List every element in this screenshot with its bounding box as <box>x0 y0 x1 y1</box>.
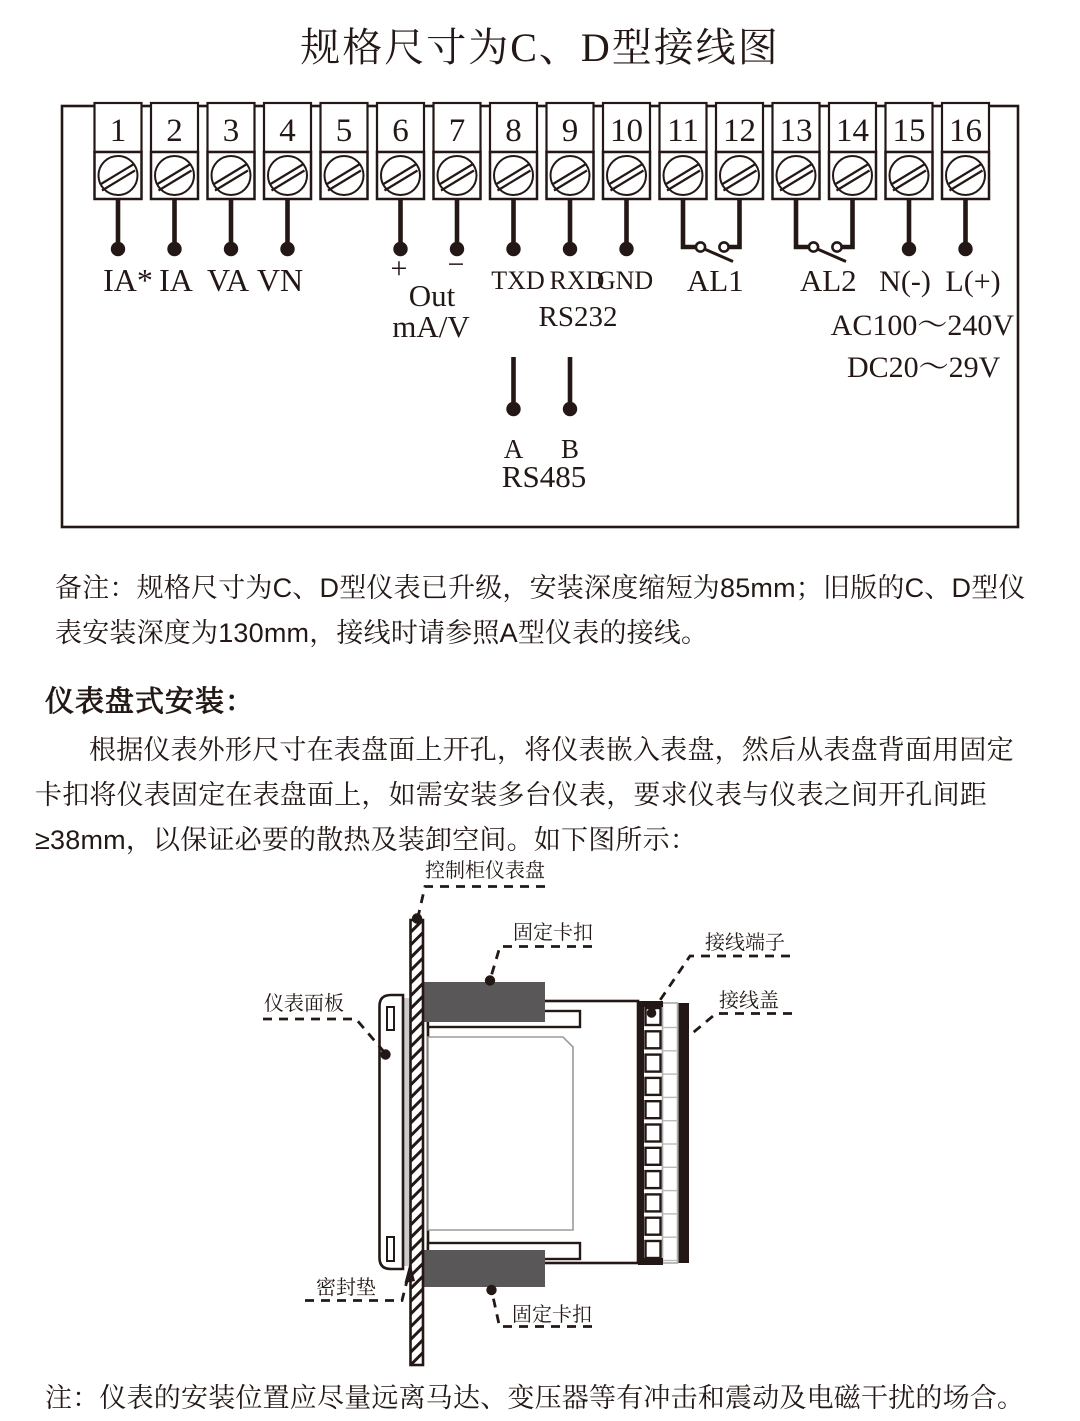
label-terminal-cover: 接线盖 <box>719 990 779 1012</box>
terminal-dot <box>167 242 181 256</box>
terminal-screw-box <box>829 152 876 199</box>
ladder-cell <box>646 1194 661 1211</box>
ladder-cap-bottom <box>643 1258 663 1265</box>
terminal-number: 10 <box>610 113 643 149</box>
ladder-cell <box>646 1241 661 1258</box>
terminal-screw-box <box>264 152 311 199</box>
label-rs485-b: B <box>560 434 580 464</box>
display-window <box>428 1037 573 1230</box>
terminal-dot <box>111 242 125 256</box>
cabinet-panel-bar <box>411 920 424 1365</box>
relay-label: AL2 <box>799 263 857 298</box>
label-cabinet-panel: 控制柜仪表盘 <box>425 860 545 882</box>
label-mav: mA/V <box>392 309 470 344</box>
terminal-screw-box <box>716 152 763 199</box>
terminal-dot <box>619 242 633 256</box>
terminal-dot <box>506 242 520 256</box>
label-ac-range: AC100～240V <box>830 309 1014 342</box>
rs485-dot-a <box>506 402 520 416</box>
label-n-minus: N(-) <box>879 265 931 298</box>
terminal-screw-box <box>321 152 368 199</box>
install-paragraph: 根据仪表外形尺寸在表盘面上开孔，将仪表嵌入表盘，然后从表盘背面用固定卡扣将仪表固定在表盘面上，如需安装多台仪表，要求仪表与仪表之间开孔间距≥38mm，以保证必要的散热及装卸空间。如下图所示： <box>35 735 1014 855</box>
relay-contact <box>696 242 705 251</box>
ladder-cap-top <box>643 1001 663 1007</box>
ladder-cell <box>646 1101 661 1118</box>
label-ia-star: IA* <box>103 262 153 298</box>
terminal-number: 9 <box>561 113 579 149</box>
leader-panel <box>418 887 546 920</box>
terminal-dot <box>280 242 294 256</box>
relay-contact <box>832 242 841 251</box>
relay-wire-right <box>842 199 853 247</box>
label-dc-range: DC20～29V <box>847 351 1001 384</box>
terminal-screw-box <box>773 152 820 199</box>
terminal-number: 2 <box>166 113 183 149</box>
bottom-note: 注：仪表的安装位置应尽量远离马达、变压器等有冲击和震动及电磁干扰的场合。 <box>45 1383 1025 1413</box>
terminal-number: 16 <box>949 113 982 149</box>
terminal-dot <box>563 242 577 256</box>
label-fixing-clip-top: 固定卡扣 <box>513 922 593 944</box>
terminal-dot <box>958 242 972 256</box>
terminal-number: 11 <box>667 113 699 149</box>
terminal-screw-box <box>547 152 594 199</box>
terminal-number: 12 <box>723 113 756 149</box>
terminal-number: 15 <box>892 113 926 149</box>
leader-dot-clip-top <box>485 975 495 985</box>
label-txd: TXD <box>491 266 545 295</box>
label-ia: IA <box>159 262 193 298</box>
terminal-block-bar <box>638 1001 644 1265</box>
terminal-cover-bar <box>679 1003 690 1263</box>
terminal-cells <box>95 103 990 199</box>
relay-contact <box>809 242 818 251</box>
label-rs232: RS232 <box>538 301 618 333</box>
ladder-cell <box>646 1148 661 1165</box>
terminal-number: 1 <box>109 113 127 149</box>
relay-blade <box>706 250 734 262</box>
label-fixing-clip-bottom: 固定卡扣 <box>512 1304 592 1326</box>
label-rxd: RXD <box>549 266 605 295</box>
terminal-dot <box>902 242 916 256</box>
terminal-number: 7 <box>448 113 466 149</box>
terminal-number: 6 <box>392 113 409 149</box>
label-gnd: GND <box>596 266 654 295</box>
terminal-number: 4 <box>279 113 296 149</box>
terminal-screw-box <box>660 152 707 199</box>
label-l-plus: L(+) <box>945 265 1001 298</box>
terminal-screw-box <box>490 152 537 199</box>
leader-faceplate <box>263 1019 385 1053</box>
terminal-screw-box <box>603 152 650 199</box>
label-rs485-a: A <box>503 434 524 464</box>
ladder-cell <box>646 1055 661 1072</box>
ladder-cell <box>646 1125 661 1142</box>
terminal-screw-box <box>377 152 424 199</box>
label-rs485: RS485 <box>501 459 587 494</box>
label-faceplate: 仪表面板 <box>264 993 344 1015</box>
terminal-screw-box <box>942 152 989 199</box>
terminal-screw-box <box>434 152 481 199</box>
bezel-notch-top <box>387 1007 394 1030</box>
terminal-number: 3 <box>222 113 240 149</box>
relay-wire-right <box>729 199 740 247</box>
rs485-dot-b <box>563 402 577 416</box>
install-heading: 仪表盘式安装： <box>45 686 256 718</box>
ladder-cell <box>646 1078 661 1095</box>
relay-blade <box>819 250 847 262</box>
fixing-clip-bottom <box>424 1250 545 1287</box>
terminal-number: 13 <box>779 113 813 149</box>
label-gasket: 密封垫 <box>316 1277 376 1299</box>
faceplate-bezel <box>380 995 404 1269</box>
terminal-screw-box <box>95 152 142 199</box>
leader-cover <box>689 1014 792 1037</box>
terminal-dot <box>224 242 238 256</box>
ladder-cell <box>646 1031 661 1048</box>
wiring-diagram <box>40 95 1040 535</box>
terminal-number: 5 <box>335 113 353 149</box>
terminal-screw-box <box>208 152 255 199</box>
label-va: VA <box>206 262 250 298</box>
terminal-number: 8 <box>505 113 522 149</box>
label-plus: + <box>390 252 408 285</box>
relay-wire-left <box>683 199 696 247</box>
label-terminal-block: 接线端子 <box>705 932 785 954</box>
terminal-block-column <box>663 1003 678 1263</box>
leader-clip-top <box>490 947 592 981</box>
bezel-notch-bottom <box>387 1237 394 1261</box>
relay-contact <box>719 242 728 251</box>
relay-label: AL1 <box>686 263 744 298</box>
fixing-clip-top <box>424 982 545 1022</box>
label-minus: − <box>447 248 465 281</box>
ladder-cell <box>646 1218 661 1235</box>
label-out: Out <box>408 278 456 313</box>
terminal-screw-box <box>886 152 933 199</box>
terminal-screw-box <box>151 152 198 199</box>
remark-text: 备注：规格尺寸为C、D型仪表已升级，安装深度缩短为85mm；旧版的C、D型仪表安装深度为130mm，接线时请参照A型仪表的接线。 <box>55 573 1026 648</box>
ladder-cell <box>646 1171 661 1188</box>
relay-wire-left <box>796 199 809 247</box>
page-title: 规格尺寸为C、D型接线图 <box>300 25 780 70</box>
label-vn: VN <box>256 262 304 298</box>
leader-dot-clip-bottom <box>486 1285 496 1295</box>
install-diagram <box>250 845 810 1375</box>
terminal-number: 14 <box>836 113 869 149</box>
